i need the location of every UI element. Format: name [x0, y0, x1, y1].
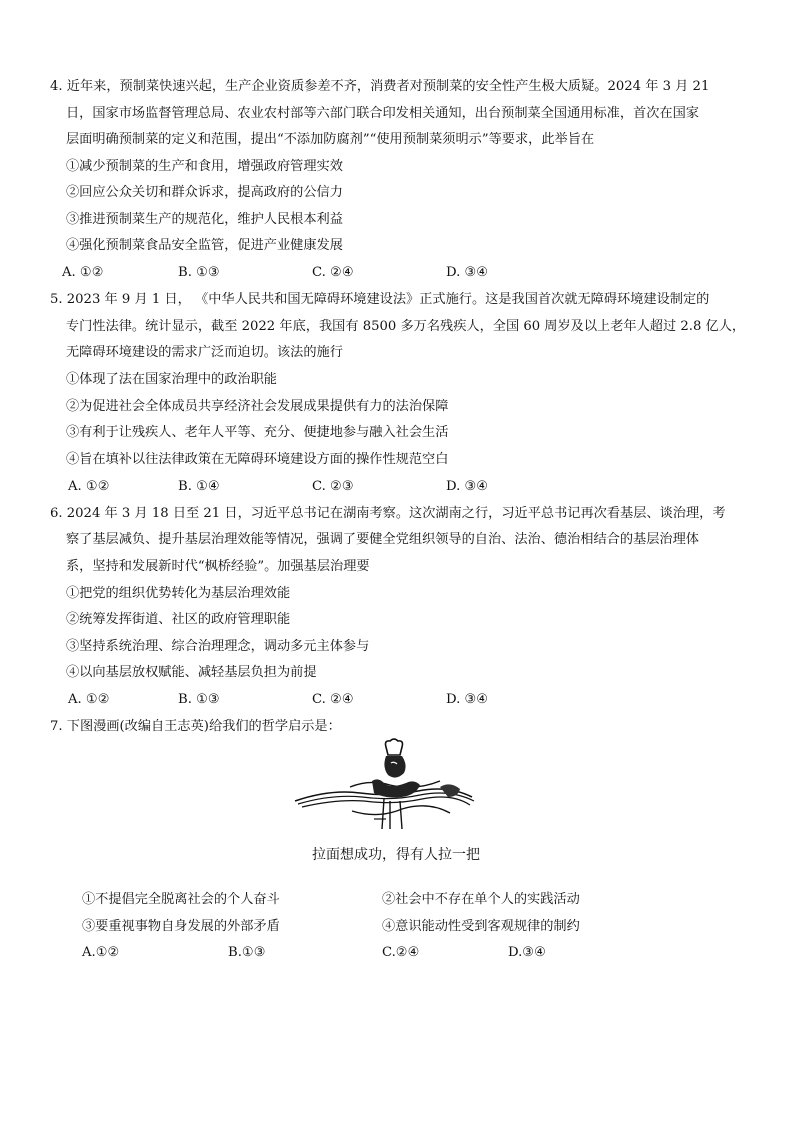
q6-stem-line-1: 6. 2024 年 3 月 18 日至 21 日，习近平总书记在湖南考察。这次湖南之行，习近平总书记再次看基层、谈治理，考	[50, 506, 726, 521]
q6-stem-line-3: 系，坚持和发展新时代“枫桥经验”。加强基层治理要	[66, 559, 370, 574]
q7-item-2: ②社会中不存在单个人的实践活动	[382, 892, 580, 907]
q5-option-c[interactable]: C. ②③	[312, 479, 354, 494]
q4-item-2: ②回应公众关切和群众诉求，提高政府的公信力	[66, 185, 343, 200]
q5-item-2: ②为促进社会全体成员共享经济社会发展成果提供有力的法治保障	[66, 399, 449, 414]
q4-stem-line-1: 4. 近年来，预制菜快速兴起，生产企业资质参差不齐，消费者对预制菜的安全性产生极大质疑。2024 年 3 月 21	[50, 79, 710, 94]
q4-option-d[interactable]: D. ③④	[446, 265, 489, 280]
q4-stem-line-3: 层面明确预制菜的定义和范围，提出“不添加防腐剂”“使用预制菜须明示”等要求，此举旨在	[66, 132, 595, 147]
q6-stem-line-2: 察了基层减负、提升基层治理效能等情况，强调了要健全党组织领导的自治、法治、德治相结合的基层治理体	[66, 532, 699, 547]
q6-option-c[interactable]: C. ②④	[312, 692, 354, 707]
q4-item-3: ③推进预制菜生产的规范化，维护人民根本利益	[66, 212, 343, 227]
q5-stem-line-1: 5. 2023 年 9 月 1 日， 《中华人民共和国无障碍环境建设法》正式施行。这是我国首次就无障碍环境建设制定的	[50, 292, 710, 307]
q6-item-3: ③坚持系统治理、综合治理理念，调动多元主体参与	[66, 639, 370, 654]
q7-option-b[interactable]: B.①③	[228, 945, 266, 960]
cartoon-caption: 拉面想成功，得有人拉一把	[312, 847, 480, 863]
q5-stem-line-2: 专门性法律。统计显示，截至 2022 年底，我国有 8500 多万名残疾人，全国 60 周岁及以上老年人超过 2.8 亿人，	[66, 319, 746, 334]
q5-item-3: ③有利于让残疾人、老年人平等、充分、便捷地参与融入社会生活	[66, 425, 449, 440]
q5-option-b[interactable]: B. ①④	[178, 479, 220, 494]
q6-item-2: ②统筹发挥街道、社区的政府管理职能	[66, 612, 291, 627]
q5-option-a[interactable]: A. ①②	[68, 479, 110, 494]
q7-option-d[interactable]: D.③④	[508, 945, 546, 960]
q6-option-b[interactable]: B. ①③	[178, 692, 220, 707]
q4-item-1: ①减少预制菜的生产和食用，增强政府管理实效	[66, 159, 343, 174]
q7-stem-line-1: 7. 下图漫画(改编自王志英)给我们的哲学启示是：	[50, 719, 341, 734]
q4-stem-line-2: 日，国家市场监督管理总局、农业农村部等六部门联合印发相关通知，出台预制菜全国通用标准，首次在国家	[66, 106, 699, 121]
noodle-cartoon-image	[290, 737, 480, 837]
q6-option-d[interactable]: D. ③④	[446, 692, 489, 707]
q6-option-a[interactable]: A. ①②	[68, 692, 110, 707]
q7-option-c[interactable]: C.②④	[382, 945, 420, 960]
q5-item-1: ①体现了法在国家治理中的政治职能	[66, 372, 277, 387]
q5-option-d[interactable]: D. ③④	[446, 479, 489, 494]
q7-item-1: ①不提倡完全脱离社会的个人奋斗	[82, 892, 280, 907]
q7-option-a[interactable]: A.①②	[82, 945, 120, 960]
q5-item-4: ④旨在填补以往法律政策在无障碍环境建设方面的操作性规范空白	[66, 452, 449, 467]
q6-item-1: ①把党的组织优势转化为基层治理效能	[66, 586, 291, 601]
q6-item-4: ④以向基层放权赋能、减轻基层负担为前提	[66, 665, 317, 680]
q4-option-b[interactable]: B. ①③	[178, 265, 220, 280]
q5-stem-line-3: 无障碍环境建设的需求广泛而迫切。该法的施行	[66, 345, 343, 360]
q4-option-c[interactable]: C. ②④	[312, 265, 354, 280]
q7-item-3: ③要重视事物自身发展的外部矛盾	[82, 919, 280, 934]
q4-option-a[interactable]: A. ①②	[62, 265, 104, 280]
q7-item-4: ④意识能动性受到客观规律的制约	[382, 919, 580, 934]
q4-item-4: ④强化预制菜食品安全监管，促进产业健康发展	[66, 238, 343, 253]
